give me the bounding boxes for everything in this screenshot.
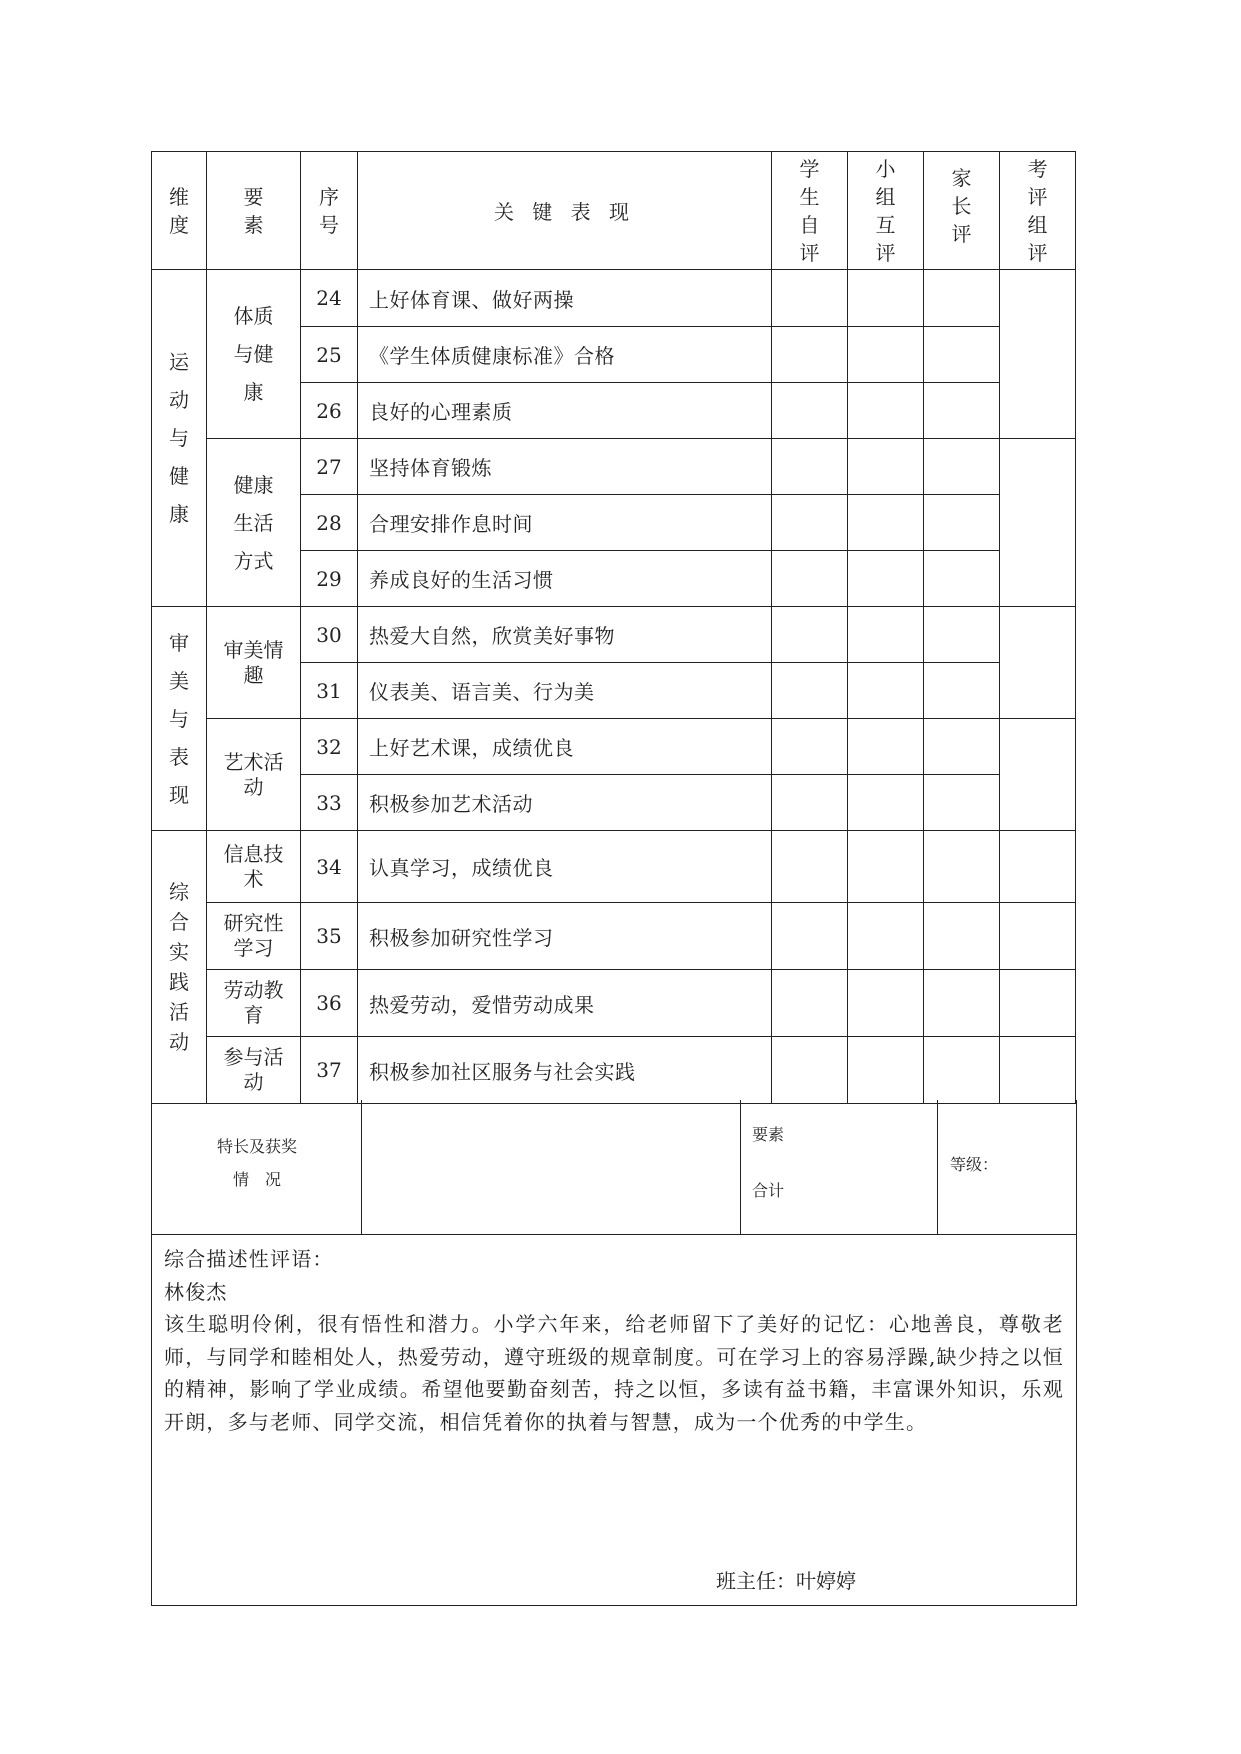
parent-eval-cell[interactable] [924, 775, 1000, 831]
self-eval-cell[interactable] [772, 270, 848, 327]
behavior-cell: 热爱劳动，爱惜劳动成果 [358, 970, 772, 1037]
table-row [152, 270, 1076, 327]
group-eval-cell[interactable] [848, 327, 924, 383]
seq-cell: 37 [301, 1037, 358, 1104]
self-eval-cell[interactable] [772, 439, 848, 495]
header-seq: 序号 [301, 152, 358, 270]
parent-eval-cell[interactable] [924, 495, 1000, 551]
self-eval-cell[interactable] [772, 719, 848, 775]
header-dimension: 维度 [152, 152, 207, 270]
awards-section [151, 1100, 1077, 1235]
element-cell: 体质与健康 [207, 270, 301, 439]
group-eval-cell[interactable] [848, 607, 924, 663]
seq-cell: 31 [301, 663, 358, 719]
teacher-signature: 班主任：叶婷婷 [716, 1569, 856, 1593]
self-eval-cell[interactable] [772, 327, 848, 383]
group-eval-cell[interactable] [848, 663, 924, 719]
parent-eval-cell[interactable] [924, 903, 1000, 970]
exam-eval-cell[interactable] [1000, 439, 1076, 607]
table-row [152, 607, 1076, 663]
group-eval-cell[interactable] [848, 495, 924, 551]
parent-eval-cell[interactable] [924, 970, 1000, 1037]
parent-eval-cell[interactable] [924, 1037, 1000, 1104]
behavior-cell: 仪表美、语言美、行为美 [358, 663, 772, 719]
dimension-cell: 综合实践活动 [152, 831, 207, 1104]
student-name: 林俊杰 [164, 1279, 228, 1304]
parent-eval-cell[interactable] [924, 439, 1000, 495]
awards-label-line2: 情 况 [232, 1170, 281, 1189]
group-eval-cell[interactable] [848, 270, 924, 327]
header-self-eval: 学生自评 [772, 152, 848, 270]
element-cell: 审美情趣 [207, 607, 301, 719]
self-eval-cell[interactable] [772, 970, 848, 1037]
header-behavior: 关 键 表 现 [358, 152, 772, 270]
evaluation-table [151, 151, 1076, 1104]
exam-eval-cell[interactable] [1000, 1037, 1076, 1104]
table-row [152, 719, 1076, 775]
self-eval-cell[interactable] [772, 831, 848, 903]
element-total-cell [741, 1100, 938, 1235]
self-eval-cell[interactable] [772, 903, 848, 970]
parent-eval-cell[interactable] [924, 383, 1000, 439]
total-label-line1: 要素 [752, 1125, 785, 1144]
header-parent-eval: 家长评 [924, 152, 1000, 270]
parent-eval-cell[interactable] [924, 270, 1000, 327]
table-row [152, 903, 1076, 970]
element-cell: 参与活动 [207, 1037, 301, 1104]
group-eval-cell[interactable] [848, 1037, 924, 1104]
total-label-line2: 合计 [752, 1181, 785, 1200]
header-element: 要素 [207, 152, 301, 270]
element-cell: 劳动教育 [207, 970, 301, 1037]
comment-section [151, 1235, 1077, 1606]
behavior-cell: 上好艺术课，成绩优良 [358, 719, 772, 775]
seq-cell: 25 [301, 327, 358, 383]
self-eval-cell[interactable] [772, 663, 848, 719]
self-eval-cell[interactable] [772, 383, 848, 439]
group-eval-cell[interactable] [848, 719, 924, 775]
awards-label-line1: 特长及获奖 [216, 1137, 297, 1156]
seq-cell: 30 [301, 607, 358, 663]
seq-cell: 35 [301, 903, 358, 970]
group-eval-cell[interactable] [848, 903, 924, 970]
group-eval-cell[interactable] [848, 775, 924, 831]
parent-eval-cell[interactable] [924, 327, 1000, 383]
awards-label-cell [152, 1100, 362, 1235]
awards-content-cell[interactable] [362, 1100, 741, 1235]
seq-cell: 34 [301, 831, 358, 903]
parent-eval-cell[interactable] [924, 663, 1000, 719]
exam-eval-cell[interactable] [1000, 970, 1076, 1037]
dimension-cell: 审美与表现 [152, 607, 207, 831]
behavior-cell: 坚持体育锻炼 [358, 439, 772, 495]
element-cell: 信息技术 [207, 831, 301, 903]
behavior-cell: 积极参加艺术活动 [358, 775, 772, 831]
seq-cell: 32 [301, 719, 358, 775]
self-eval-cell[interactable] [772, 551, 848, 607]
comment-heading: 综合描述性评语： [164, 1247, 334, 1271]
table-row [152, 439, 1076, 495]
group-eval-cell[interactable] [848, 970, 924, 1037]
parent-eval-cell[interactable] [924, 607, 1000, 663]
self-eval-cell[interactable] [772, 775, 848, 831]
self-eval-cell[interactable] [772, 1037, 848, 1104]
seq-cell: 24 [301, 270, 358, 327]
self-eval-cell[interactable] [772, 607, 848, 663]
behavior-cell: 积极参加社区服务与社会实践 [358, 1037, 772, 1104]
table-row [152, 970, 1076, 1037]
seq-cell: 33 [301, 775, 358, 831]
behavior-cell: 养成良好的生活习惯 [358, 551, 772, 607]
element-cell: 健康生活方式 [207, 439, 301, 607]
seq-cell: 29 [301, 551, 358, 607]
header-exam-eval: 考评组评 [1000, 152, 1076, 270]
header-group-eval: 小组互评 [848, 152, 924, 270]
behavior-cell: 上好体育课、做好两操 [358, 270, 772, 327]
exam-eval-cell[interactable] [1000, 607, 1076, 719]
behavior-cell: 合理安排作息时间 [358, 495, 772, 551]
comment-text: 该生聪明伶俐，很有悟性和潜力。小学六年来，给老师留下了美好的记忆：心地善良，尊敬老师，与同学和睦相处人，热爱劳动，遵守班级的规章制度。可在学习上的容易浮躁,缺少持之以恒的精神，影响了学业成绩。希望他要勤奋刻苦，持之以恒，多读有益书籍，丰富课外知识，乐观开朗，多与老师、同学交流，相信凭着你的执着与智慧，成为一个优秀的中学生。 [164, 1312, 1064, 1434]
behavior-cell: 积极参加研究性学习 [358, 903, 772, 970]
behavior-cell: 《学生体质健康标准》合格 [358, 327, 772, 383]
seq-cell: 36 [301, 970, 358, 1037]
parent-eval-cell[interactable] [924, 831, 1000, 903]
evaluation-table-wrapper [151, 151, 1076, 1104]
grade-label: 等级： [950, 1155, 999, 1174]
self-eval-cell[interactable] [772, 495, 848, 551]
behavior-cell: 热爱大自然，欣赏美好事物 [358, 607, 772, 663]
grade-cell [938, 1100, 1076, 1235]
table-row [152, 831, 1076, 903]
behavior-cell: 良好的心理素质 [358, 383, 772, 439]
group-eval-cell[interactable] [848, 439, 924, 495]
group-eval-cell[interactable] [848, 383, 924, 439]
seq-cell: 28 [301, 495, 358, 551]
exam-eval-cell[interactable] [1000, 903, 1076, 970]
seq-cell: 26 [301, 383, 358, 439]
header-row [152, 152, 1076, 270]
table-row [152, 1037, 1076, 1104]
dimension-cell: 运动与健康 [152, 270, 207, 607]
element-cell: 研究性学习 [207, 903, 301, 970]
behavior-cell: 认真学习，成绩优良 [358, 831, 772, 903]
exam-eval-cell[interactable] [1000, 831, 1076, 903]
parent-eval-cell[interactable] [924, 551, 1000, 607]
exam-eval-cell[interactable] [1000, 719, 1076, 831]
element-cell: 艺术活动 [207, 719, 301, 831]
group-eval-cell[interactable] [848, 551, 924, 607]
parent-eval-cell[interactable] [924, 719, 1000, 775]
comment-body [164, 1243, 1064, 1438]
group-eval-cell[interactable] [848, 831, 924, 903]
exam-eval-cell[interactable] [1000, 270, 1076, 439]
seq-cell: 27 [301, 439, 358, 495]
